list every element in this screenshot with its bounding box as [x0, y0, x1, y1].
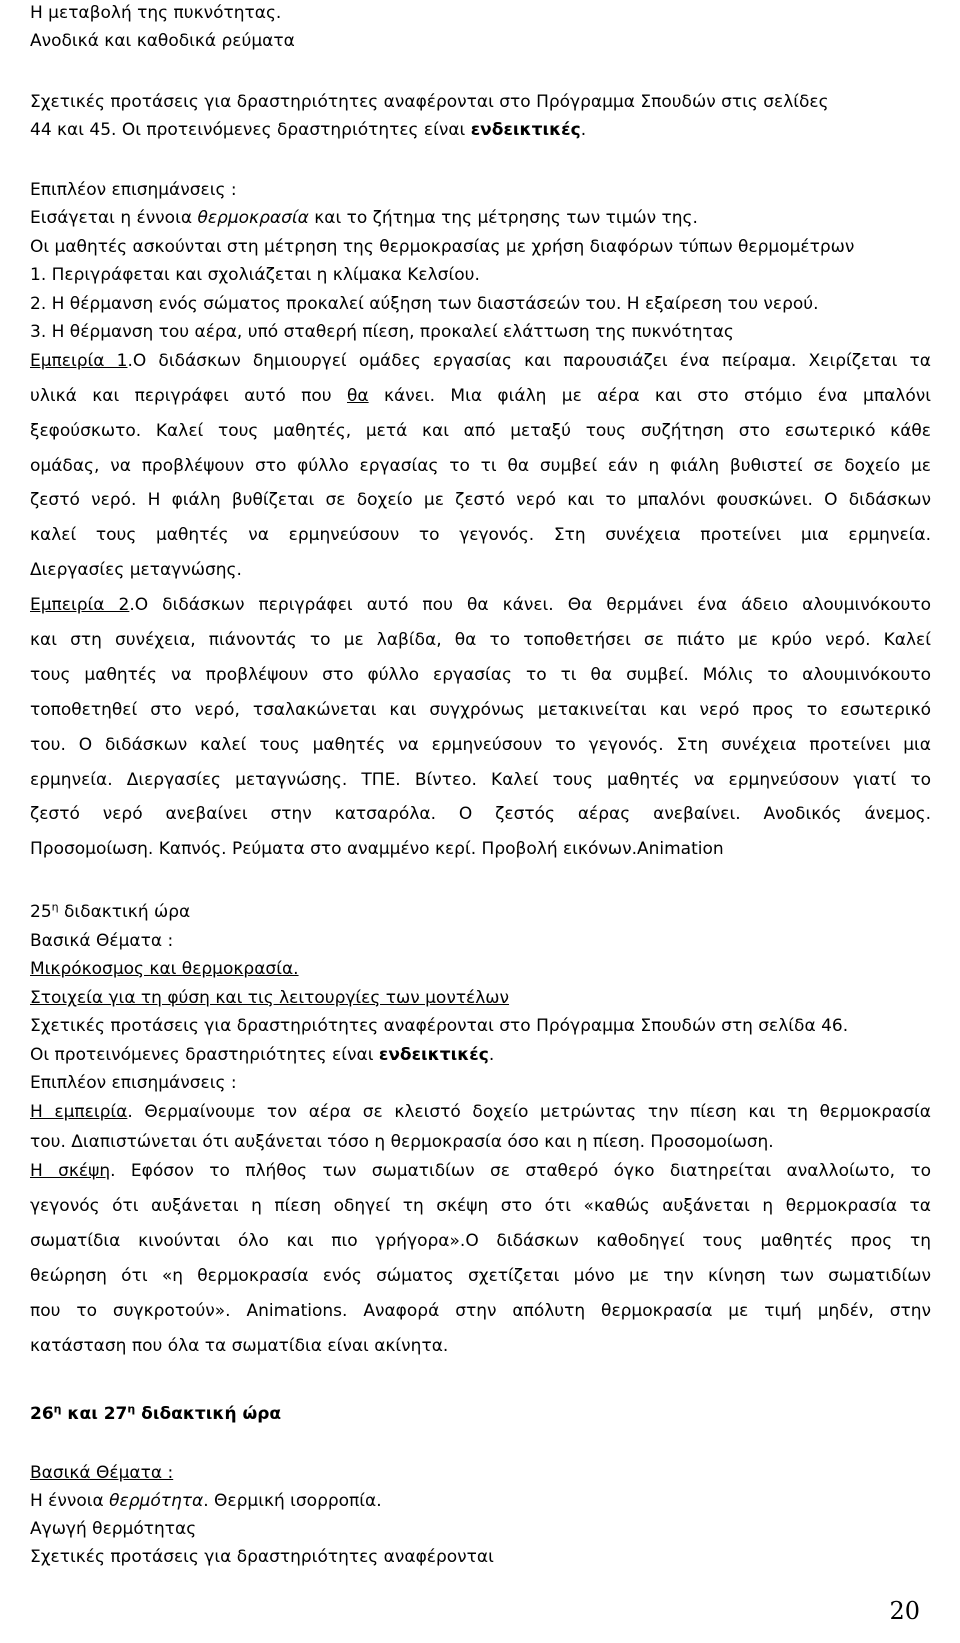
thought-line: κατάσταση που όλα τα σωματίδια είναι ακίνητα. [30, 1336, 449, 1356]
section-title: Η μεταβολή της πυκνότητας. [30, 3, 282, 23]
topic-item: Μικρόκοσμος και θερμοκρασία. [30, 959, 299, 979]
topics-label: Βασικά Θέματα : [30, 931, 174, 951]
thought-line: που το συγκροτούν». Animations. Αναφορά στην απόλυτη θερμοκρασία με τιμή μηδέν, στην [30, 1301, 931, 1321]
thought-line: σωματίδια κινούνται όλο και πιο γρήγορα».Ο διδάσκων καθοδηγεί τους μαθητές προς τη [30, 1231, 931, 1251]
experience-2-line: ερμηνεία. Διεργασίες μεταγνώσης. ΤΠΕ. Βίντεο. Καλεί τους μαθητές να ερμηνεύσουν γιατί το [30, 770, 931, 790]
experience-2-line: τους μαθητές να προβλέψουν στο φύλλο εργασίας το τι θα συμβεί. Μόλις το αλουμινόκουτο [30, 665, 931, 685]
experience-1-line: Διεργασίες μεταγνώσης. [30, 560, 242, 580]
notes-heading: Επιπλέον επισημάνσεις : [30, 1073, 237, 1093]
paragraph-line: Σχετικές προτάσεις για δραστηριότητες αναφέρονται στο Πρόγραμμα Σπουδών στη σελίδα 46. [30, 1016, 849, 1036]
note-line: 2. Η θέρμανση ενός σώματος προκαλεί αύξηση των διαστάσεών του. Η εξαίρεση του νερού. [30, 294, 819, 314]
topic-item: Αγωγή θερμότητας [30, 1519, 197, 1539]
experience-line: του. Διαπιστώνεται ότι αυξάνεται τόσο η θερμοκρασία όσο και η πίεση. Προσομοίωση. [30, 1132, 774, 1152]
topic-item: Στοιχεία για τη φύση και τις λειτουργίες των μοντέλων [30, 988, 510, 1008]
experience-1-line: Εμπειρία 1.Ο διδάσκων δημιουργεί ομάδες εργασίας και παρουσιάζει ένα πείραμα. Χειρίζεται τα [30, 351, 931, 371]
paragraph-line: Οι προτεινόμενες δραστηριότητες είναι ενδεικτικές. [30, 1045, 495, 1065]
experience-2-line: του. Ο διδάσκων καλεί τους μαθητές να ερμηνεύσουν το γεγονός. Στη συνέχεια προτείνει μια [30, 735, 931, 755]
experience-2-line: ζεστό νερό ανεβαίνει στην κατσαρόλα. Ο ζεστός αέρας ανεβαίνει. Ανοδικός άνεμος. [30, 804, 931, 824]
section-subtitle: Ανοδικά και καθοδικά ρεύματα [30, 31, 295, 51]
page-number: 20 [889, 1597, 920, 1625]
experience-2-line: τοποθετηθεί στο νερό, τσαλακώνεται και συγχρόνως μετακινείται και νερό προς το εσωτερικό [30, 700, 931, 720]
lesson-hour-heading: $26^\eta$ και $27^\eta$ διδακτική ώρα [30, 1402, 282, 1424]
paragraph-line: Σχετικές προτάσεις για δραστηριότητες αναφέρονται στο Πρόγραμμα Σπουδών στις σελίδες [30, 92, 829, 112]
experience-1-line: υλικά και περιγράφει αυτό που θα κάνει. Μια φιάλη με αέρα και στο στόμιο ένα μπαλόνι [30, 386, 931, 406]
thought-line: Η σκέψη. Εφόσον το πλήθος των σωματιδίων σε σταθερό όγκο διατηρείται αναλλοίωτο, το [30, 1161, 931, 1181]
lesson-hour-heading: $25^\eta$ διδακτική ώρα [30, 900, 191, 922]
thought-line: θεώρηση ότι «η θερμοκρασία ενός σώματος σχετίζεται μόνο με την κίνηση των σωματιδίων [30, 1266, 931, 1286]
experience-2-line: Εμπειρία 2.Ο διδάσκων περιγράφει αυτό που θα κάνει. Θα θερμάνει ένα άδειο αλουμινόκουτο [30, 595, 931, 615]
paragraph-line: 44 και 45. Οι προτεινόμενες δραστηριότητες είναι ενδεικτικές. [30, 120, 587, 140]
note-line: Οι μαθητές ασκούνται στη μέτρηση της θερμοκρασίας με χρήση διαφόρων τύπων θερμομέτρων [30, 237, 855, 257]
experience-1-line: καλεί τους μαθητές να ερμηνεύσουν το γεγονός. Στη συνέχεια προτείνει μια ερμηνεία. [30, 525, 931, 545]
experience-1-line: ομάδας, να προβλέψουν στο φύλλο εργασίας το τι θα συμβεί εάν η φιάλη βυθιστεί σε δοχείο με [30, 456, 931, 476]
experience-1-line: ζεστό νερό. Η φιάλη βυθίζεται σε δοχείο με ζεστό νερό και το μπαλόνι φουσκώνει. Ο διδάσκων [30, 490, 931, 510]
experience-2-line: Προσομοίωση. Καπνός. Ρεύματα στο αναμμένο κερί. Προβολή εικόνων.Animation [30, 839, 724, 859]
experience-2-line: και στη συνέχεια, πιάνοντάς το με λαβίδα, θα το τοποθετήσει σε πιάτο με κρύο νερό. Καλεί [30, 630, 931, 650]
topics-label: Βασικά Θέματα : [30, 1463, 174, 1483]
experience-1-line: ξεφούσκωτο. Καλεί τους μαθητές, μετά και από μεταξύ τους συζήτηση στο εσωτερικό κάθε [30, 421, 931, 441]
paragraph-line: Σχετικές προτάσεις για δραστηριότητες αναφέρονται [30, 1547, 494, 1567]
thought-line: γεγονός ότι αυξάνεται η πίεση οδηγεί τη σκέψη στο ότι «καθώς αυξάνεται η θερμοκρασία τα [30, 1196, 931, 1216]
experience-line: Η εμπειρία. Θερμαίνουμε τον αέρα σε κλειστό δοχείο μετρώντας την πίεση και τη θερμοκρασία [30, 1102, 931, 1122]
note-line: 1. Περιγράφεται και σχολιάζεται η κλίμακα Κελσίου. [30, 265, 480, 285]
notes-heading: Επιπλέον επισημάνσεις : [30, 180, 237, 200]
note-line: Εισάγεται η έννοια θερμοκρασία και το ζήτημα της μέτρησης των τιμών της. [30, 208, 698, 228]
topic-item: Η έννοια θερμότητα. Θερμική ισορροπία. [30, 1491, 382, 1511]
note-line: 3. Η θέρμανση του αέρα, υπό σταθερή πίεση, προκαλεί ελάττωση της πυκνότητας [30, 322, 734, 342]
